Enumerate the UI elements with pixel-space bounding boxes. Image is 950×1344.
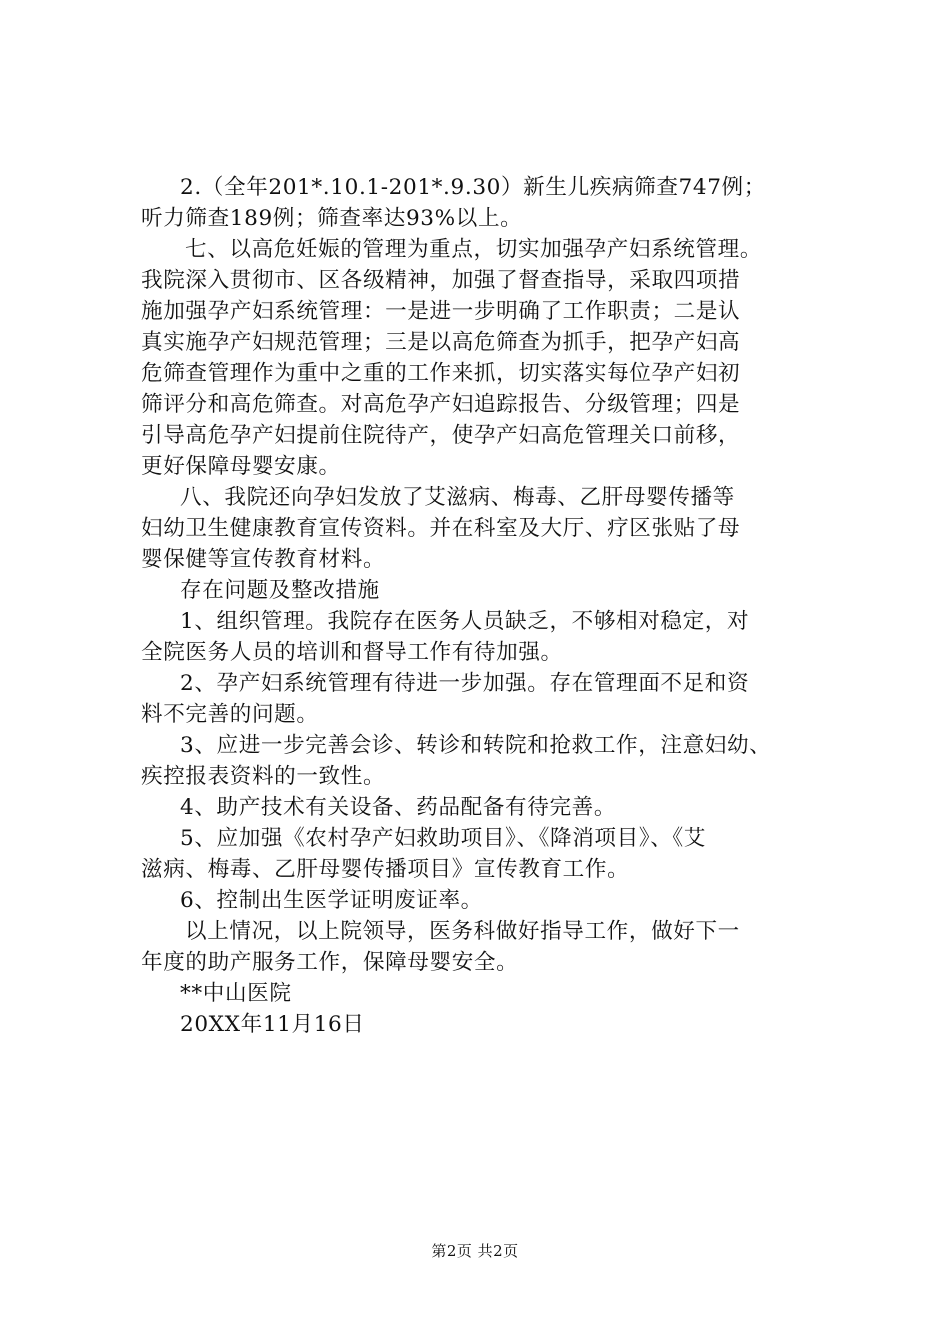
text-line: 4、助产技术有关设备、药品配备有待完善。 bbox=[180, 795, 617, 820]
section-heading-issues: 存在问题及整改措施 bbox=[180, 578, 380, 603]
section-heading-eight: 八、我院还向孕妇发放了艾滋病、梅毒、乙肝母婴传播等 bbox=[180, 485, 735, 510]
text-line: 5、应加强《农村孕产妇救助项目》、《降消项目》、《艾 bbox=[180, 826, 706, 851]
text-line: 滋病、梅毒、乙肝母婴传播项目》宣传教育工作。 bbox=[141, 857, 630, 882]
text-line: 2.（全年201*.10.1-201*.9.30）新生儿疾病筛查747例； bbox=[180, 175, 766, 200]
text-line: 疾控报表资料的一致性。 bbox=[141, 764, 386, 789]
text-line: 料不完善的问题。 bbox=[141, 702, 319, 727]
text-line: 筛评分和高危筛查。对高危孕产妇追踪报告、分级管理；四是 bbox=[141, 392, 741, 417]
text-line: 全院医务人员的培训和督导工作有待加强。 bbox=[141, 640, 563, 665]
section-heading-seven: 七、以高危妊娠的管理为重点，切实加强孕产妇系统管理。 bbox=[185, 237, 763, 262]
text-line: 真实施孕产妇规范管理；三是以高危筛查为抓手，把孕产妇高 bbox=[141, 330, 741, 355]
text-line: 年度的助产服务工作，保障母婴安全。 bbox=[141, 950, 519, 975]
text-line: 以上情况，以上院领导，医务科做好指导工作，做好下一 bbox=[185, 919, 740, 944]
signature-organization: **中山医院 bbox=[180, 981, 292, 1006]
text-line: 听力筛查189例；筛查率达93%以上。 bbox=[141, 206, 523, 231]
page-footer: 第2页 共2页 bbox=[431, 1242, 519, 1260]
text-line: 2、孕产妇系统管理有待进一步加强。存在管理面不足和资 bbox=[180, 671, 750, 696]
text-line: 婴保健等宣传教育材料。 bbox=[141, 547, 386, 572]
text-line: 我院深入贯彻市、区各级精神，加强了督查指导，采取四项措 bbox=[141, 268, 741, 293]
text-line: 3、应进一步完善会诊、转诊和转院和抢救工作，注意妇幼、 bbox=[180, 733, 772, 758]
text-line: 施加强孕产妇系统管理：一是进一步明确了工作职责；二是认 bbox=[141, 299, 741, 324]
text-line: 更好保障母婴安康。 bbox=[141, 454, 341, 479]
signature-date: 20XX年11月16日 bbox=[180, 1012, 365, 1037]
text-line: 1、组织管理。我院存在医务人员缺乏，不够相对稳定，对 bbox=[180, 609, 750, 634]
text-line: 6、控制出生医学证明废证率。 bbox=[180, 888, 483, 913]
text-line: 引导高危孕产妇提前住院待产，使孕产妇高危管理关口前移， bbox=[141, 423, 741, 448]
text-line: 危筛查管理作为重中之重的工作来抓，切实落实每位孕产妇初 bbox=[141, 361, 741, 386]
document-body bbox=[141, 172, 836, 1040]
text-line: 妇幼卫生健康教育宣传资料。并在科室及大厅、疗区张贴了母 bbox=[141, 516, 741, 541]
